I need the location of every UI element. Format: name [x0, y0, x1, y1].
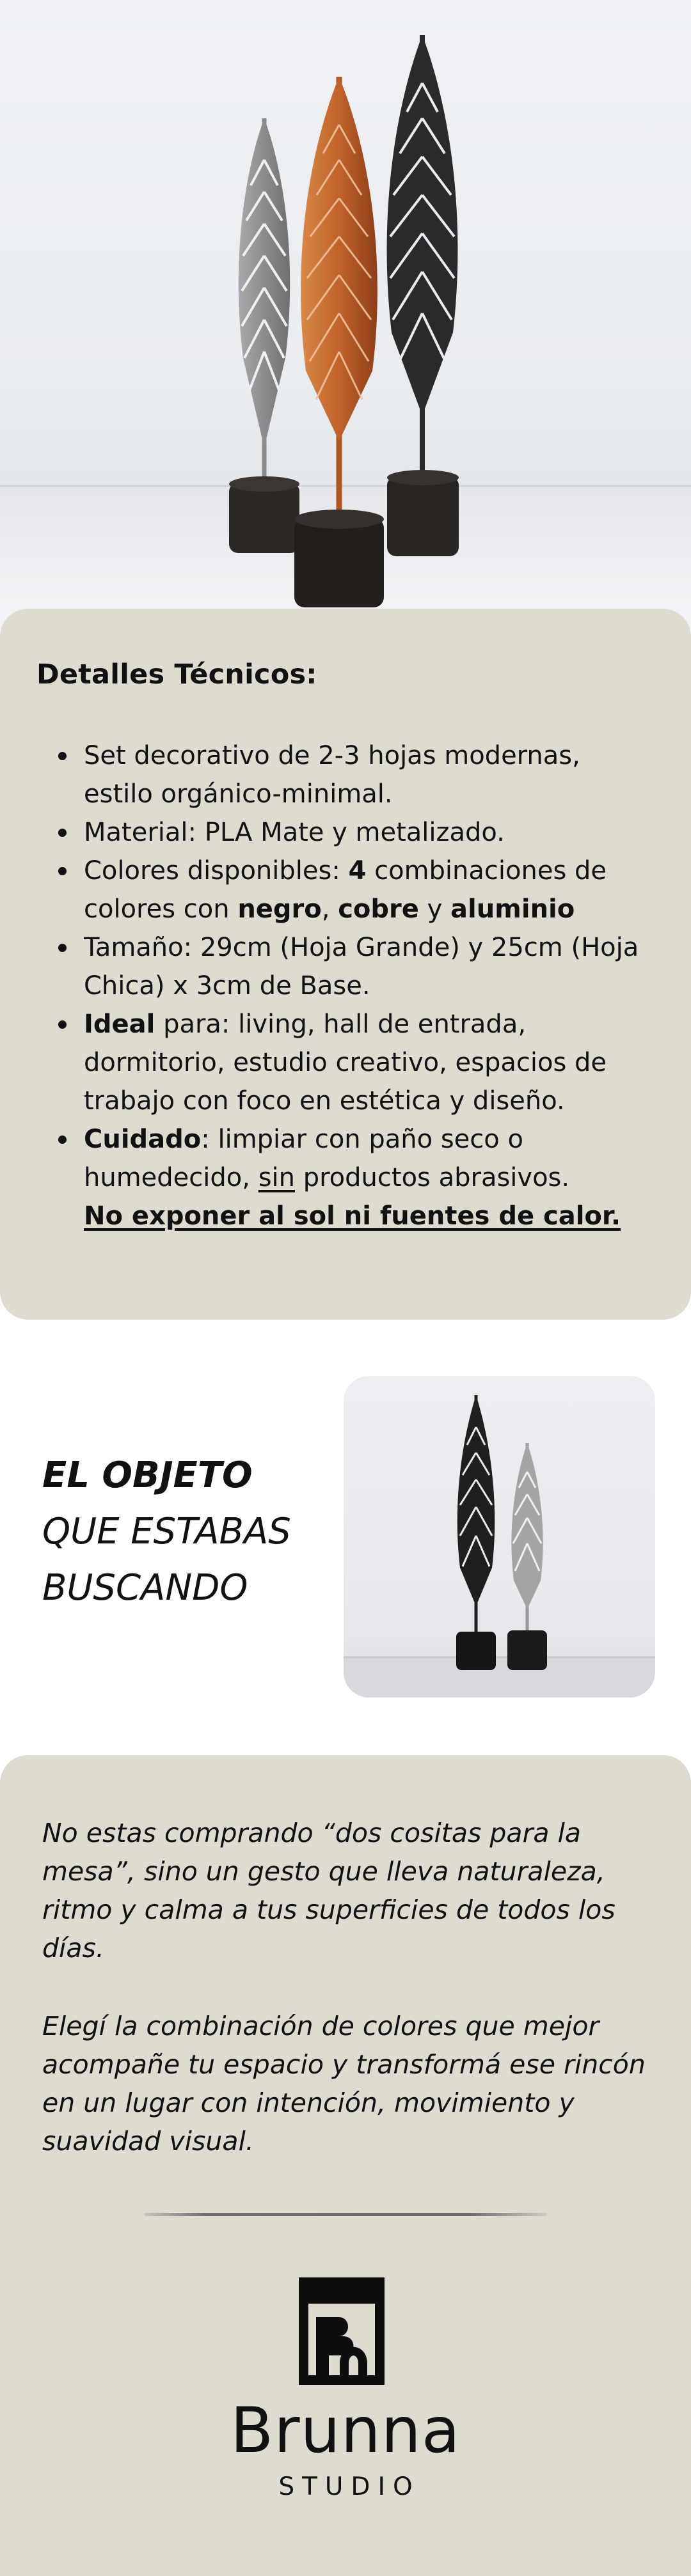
list-item-set: Set decorativo de 2-3 hojas modernas, estilo orgánico-minimal.: [58, 737, 653, 813]
hero-photo: [0, 0, 691, 633]
grey-leaf-base: [229, 476, 299, 553]
tagline-line-1: EL OBJETO: [42, 1455, 253, 1496]
brand-name: Brunna: [230, 2394, 461, 2467]
black-leaf: [387, 35, 458, 483]
details-title: Detalles Técnicos:: [36, 659, 317, 691]
brand-subtitle: STUDIO: [278, 2472, 420, 2501]
list-item-ideal: Ideal para: living, hall de entrada, dormitorio, estudio creativo, espacios de trabajo con foco en estética y diseño.: [58, 1005, 653, 1120]
black-leaf-base: [387, 470, 459, 556]
message-paragraph-1: No estas comprando “dos cositas para la mesa”, sino un gesto que lleva naturaleza, ritmo y calma a tus superficies de todos los días.: [42, 1818, 616, 1963]
product-illustration: [0, 0, 691, 633]
tagline-line-3: BUSCANDO: [42, 1567, 248, 1609]
list-item-material: Material: PLA Mate y metalizado.: [58, 813, 653, 852]
copper-leaf-base: [294, 510, 384, 607]
brunna-logo-icon: [299, 2277, 385, 2385]
tagline: [42, 1448, 291, 1616]
grey-leaf: [239, 118, 290, 492]
list-item-size: Tamaño: 29cm (Hoja Grande) y 25cm (Hoja Chica) x 3cm de Base.: [58, 928, 653, 1005]
thumb-black-leaf: [456, 1395, 496, 1670]
copper-leaf: [301, 77, 377, 531]
message-card: [0, 1755, 691, 2576]
divider: [144, 2213, 547, 2216]
thumb-grey-leaf: [507, 1443, 547, 1670]
list-item-care: Cuidado: limpiar con paño seco o humedecido, sin productos abrasivos. No exponer al sol ni fuentes de calor.: [58, 1120, 653, 1235]
list-item-colors: Colores disponibles: 4 combinaciones de colores con negro, cobre y aluminio: [58, 852, 653, 928]
thumbnail-illustration: [344, 1376, 655, 1698]
details-list: [58, 737, 653, 1235]
care-warning: No exponer al sol ni fuentes de calor.: [84, 1201, 621, 1231]
technical-details-card: [0, 609, 691, 1320]
tagline-line-2: QUE ESTABAS: [42, 1511, 291, 1552]
product-thumbnail: [344, 1376, 655, 1698]
message-paragraph-2: Elegí la combinación de colores que mejor acompañe tu espacio y transformá ese rincón en un lugar con intención, movimiento y suavidad visual.: [42, 2011, 646, 2157]
